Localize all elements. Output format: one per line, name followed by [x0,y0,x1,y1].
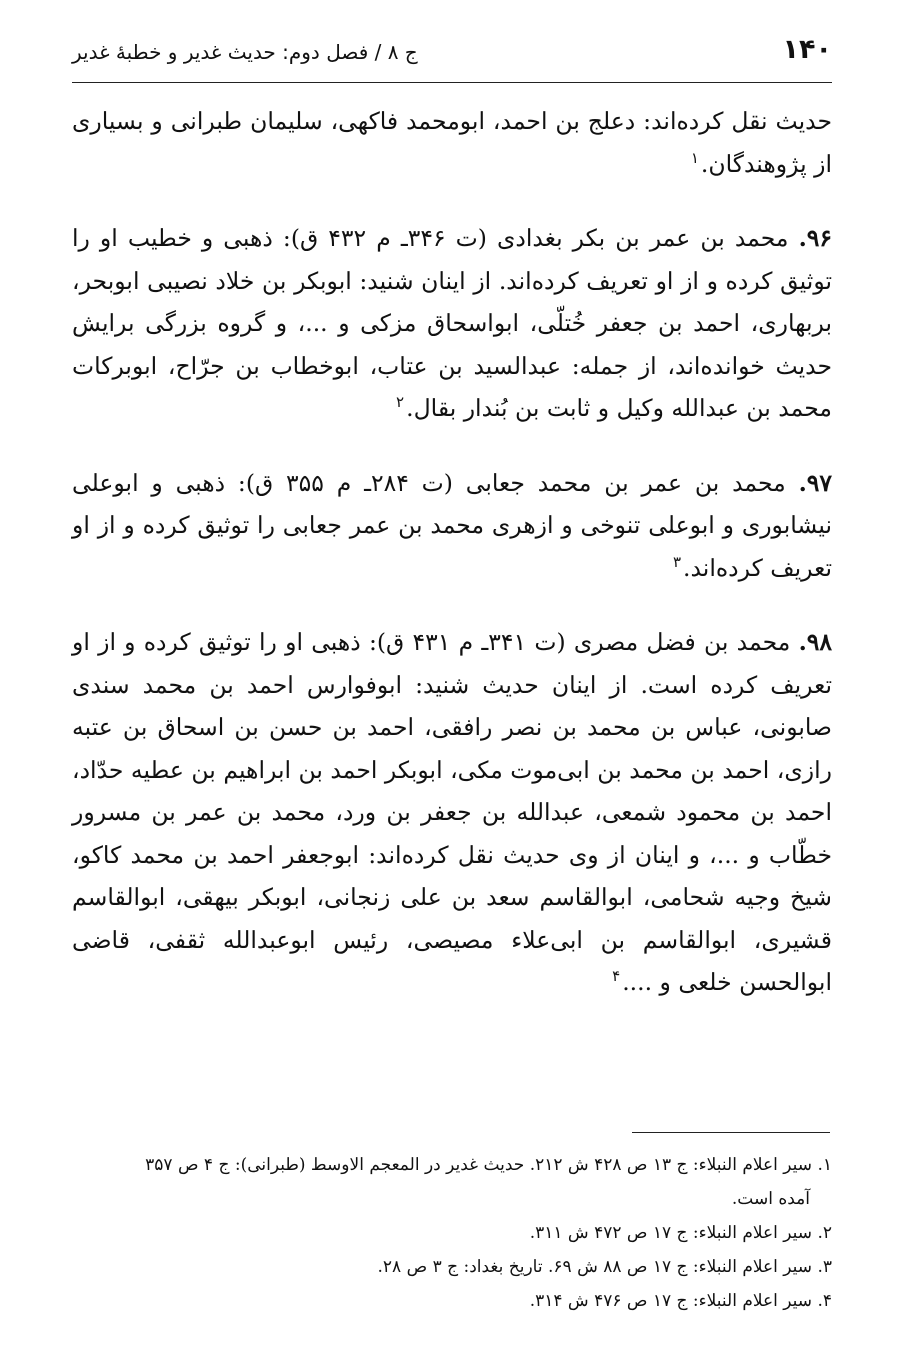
footnote-1-line-2: آمده است. [731,1189,810,1209]
footnote-ref-3: ۳ [672,552,681,571]
paragraph-97 [72,462,832,590]
paragraph-96-text: محمد بن عمر بن بکر بغدادی (ت ۳۴۶ـ م ۴۳۲ ق): ذهبی و خطیب او را توثیق کرده و از او تعریف کرده‌اند. از اینان شنید: ابوبکر بن خلاد نصیبی ابوبحر، بربهاری، احمد بن جعفر خُتلّی، ابواسحاق مزکی و ...، و گروه بزرگی برایش حدیث خوانده‌اند، از جمله: عبدالسید بن عتاب، ابوخطاب بن جرّاح، ابوبرکات محمد بن عبدالله وکیل و ثابت بن بُندار بقال. [72,224,832,422]
footnotes [72,1148,832,1318]
footnote-3 [72,1250,832,1284]
footnote-4-text: ۴. سیر اعلام النبلاء: ج ۱۷ ص ۴۷۶ ش ۳۱۴. [529,1291,832,1311]
footnote-4 [72,1284,832,1318]
running-title: ج ۸ / فصل دوم: حدیث غدیر و خطبهٔ غدیر [72,40,418,64]
page-number: ۱۴۰ [782,34,832,65]
footnote-ref-1: ۱ [690,148,699,167]
paragraph-1 [72,100,832,185]
paragraph-98-text: محمد بن فضل مصری (ت ۳۴۱ـ م ۴۳۱ ق): ذهبی او را توثیق کرده و از او تعریف کرده است. از اینان حدیث شنید: ابوفوارس احمد بن محمد سندی صابونی، عباس بن محمد بن نصر رافقی، احمد بن حسن بن اسحاق بن عتبه رازی، احمد بن محمد بن ابی‌موت مکی، ابوبکر احمد بن ابراهیم بن عطیه حدّاد، احمد بن محمود شمعی، عبدالله بن جعفر بن ورد، محمد بن عمر بن مسرور خطّاب و ...، و اینان از وی حدیث نقل کرده‌اند: ابوجعفر احمد بن محمد کاکو، شیخ وجیه شحامی، ابوالقاسم سعد بن علی زنجانی، ابوبکر بیهقی، ابوالقاسم قشیری، ابوالقاسم بن ابی‌علاء مصیصی، رئیس ابوعبدالله ثقفی، قاضی ابوالحسن خلعی و .... [72,628,832,996]
paragraph-96 [72,217,832,430]
entry-number-96: ۹۶. [798,224,833,252]
footnote-2-text: ۲. سیر اعلام النبلاء: ج ۱۷ ص ۴۷۲ ش ۳۱۱. [529,1223,832,1243]
entry-number-97: ۹۷. [798,468,832,497]
header-rule [72,82,832,83]
footnote-1 [72,1148,832,1182]
footnote-1-line-1: ۱. سیر اعلام النبلاء: ج ۱۳ ص ۴۲۸ ش ۲۱۲. حدیث غدیر در المعجم الاوسط (طبرانی): ج ۴ ص ۳۵۷ [145,1155,832,1175]
footnote-ref-4: ۴ [612,967,621,986]
footnote-ref-2: ۲ [396,393,405,412]
main-text [72,100,832,1036]
footnote-1-continuation [72,1182,832,1216]
footnote-rule [632,1132,830,1133]
paragraph-1-text: حدیث نقل کرده‌اند: دعلج بن احمد، ابومحمد فاکهی، سلیمان طبرانی و بسیاری از پژوهندگان. [72,107,832,178]
paragraph-97-text: محمد بن عمر بن محمد جعابی (ت ۲۸۴ـ م ۳۵۵ ق): ذهبی و ابوعلی نیشابوری و ابوعلی تنوخی و ازهری محمد بن عمر جعابی را توثیق کرده و از او تعریف کرده‌اند. [72,468,832,582]
running-head [72,28,832,78]
paragraph-98 [72,621,832,1004]
footnote-3-text: ۳. سیر اعلام النبلاء: ج ۱۷ ص ۸۸ ش ۶۹. تاریخ بغداد: ج ۳ ص ۲۸. [377,1257,832,1277]
entry-number-98: ۹۸. [798,628,832,656]
footnote-2 [72,1216,832,1250]
